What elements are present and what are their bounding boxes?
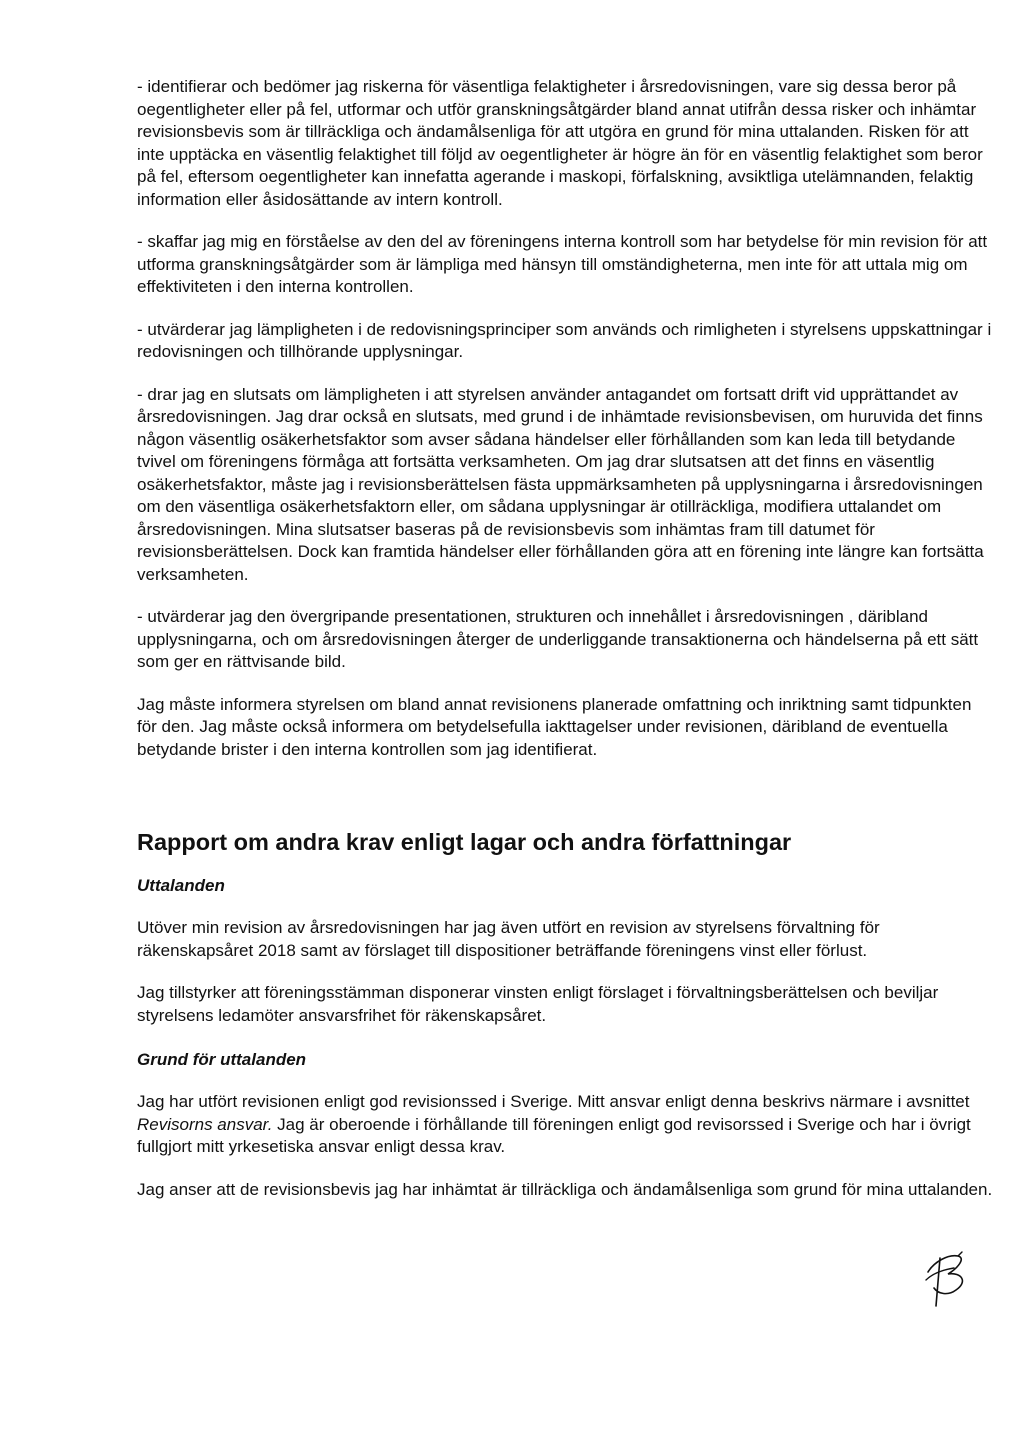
handwritten-initials-icon [918,1250,974,1310]
paragraph-informera-styrelsen: Jag måste informera styrelsen om bland annat revisionens planerade omfattning och inriktning samt tidpunkten för den. Jag måste också informera om betydelsefulla iakttagelser under revisionen, däribland de eventuella betydande brister i den interna kontrollen som jag identifierat. [137,694,972,759]
grund-text-after: Jag är oberoende i förhållande till föreningen enligt god revisorssed i Sverige och har i övrigt fullgjort mitt yrkesetiska ansvar enligt dessa krav. [137,1114,971,1156]
paragraph-utvarderar-lamplighet: - utvärderar jag lämpligheten i de redovisningsprinciper som används och rimligheten i styrelsens uppskattningar i redovisningen och tillhörande upplysningar. [137,319,992,361]
paragraph-anser-revisionsbevis: Jag anser att de revisionsbevis jag har inhämtat är tillräckliga och ändamålsenliga som grund för mina uttalanden. [137,1179,993,1199]
paragraph-utvarderar-presentation: - utvärderar jag den övergripande presentationen, strukturen och innehållet i årsredovisningen , däribland upplysningarna, och om årsredovisningen återger de underliggande transaktionerna och händelserna på ett sätt som ger en rättvisande bild. [137,607,979,671]
document-page [137,76,993,1201]
subhead-uttalanden: Uttalanden [137,876,225,895]
paragraph-utover-revision: Utöver min revision av årsredovisningen har jag även utfört en revision av styrelsens förvaltning för räkenskapsåret 2018 samt av förslaget till dispositioner beträffande föreningens vinst eller förlust. [137,918,880,960]
paragraph-identifierar: - identifierar och bedömer jag riskerna för väsentliga felaktigheter i årsredovisningen, vare sig dessa beror på oegentligheter eller på fel, utformar och utför granskningsåtgärder bland annat utifrån dessa risker och inhämtar revisionsbevis som är tillräckliga och ändamålsenliga för att utgöra en grund för mina uttalanden. Risken för att inte upptäcka en väsentlig felaktighet till följd av oegentligheter är högre än för en väsentlig felaktighet som beror på fel, eftersom oegentligheter kan innefatta agerande i maskopi, förfalskning, avsiktliga utelämnanden, felaktig information eller åsidosättande av intern kontroll. [137,77,983,209]
revisorns-ansvar-reference: Revisorns ansvar. [137,1114,273,1134]
paragraph-tillstyrker: Jag tillstyrker att föreningsstämman disponerar vinsten enligt förslaget i förvaltningsberättelsen och beviljar styrelsens ledamöter ansvarsfrihet för räkenskapsåret. [137,983,939,1025]
subhead-grund-for-uttalanden: Grund för uttalanden [137,1050,307,1069]
paragraph-skaffar: - skaffar jag mig en förståelse av den del av föreningens interna kontroll som har betydelse för min revision för att utforma granskningsåtgärder som är lämpliga med hänsyn till omständigheterna, men inte för att uttala mig om effektiviteten i den interna kontrollen. [137,232,988,296]
paragraph-utfort-revisionen [137,1091,993,1159]
paragraph-drar-slutsats: - drar jag en slutsats om lämpligheten i att styrelsen använder antagandet om fortsatt drift vid upprättandet av årsredovisningen. Jag drar också en slutsats, med grund i de inhämtade revisionsbevisen, om huruvida det finns någon väsentlig osäkerhetsfaktor som avser sådana händelser eller förhållanden som kan leda till betydande tvivel om föreningens förmåga att fortsätta verksamheten. Om jag drar slutsatsen att det finns en väsentlig osäkerhetsfaktor, måste jag i revisionsberättelsen fästa uppmärksamheten på upplysningarna i årsredovisningen om den väsentliga osäkerhetsfaktorn eller, om sådana upplysningar är otillräckliga, modifiera uttalandet om årsredovisningen. Mina slutsatser baseras på de revisionsbevis som inhämtas fram till datumet för revisionsberättelsen. Dock kan framtida händelser eller förhållanden göra att en förening inte längre kan fortsätta verksamheten. [137,384,984,584]
grund-text-before: Jag har utfört revisionen enligt god revisionssed i Sverige. Mitt ansvar enligt denna beskrivs närmare i avsnittet [137,1092,970,1111]
section-title: Rapport om andra krav enligt lagar och andra författningar [137,829,792,855]
